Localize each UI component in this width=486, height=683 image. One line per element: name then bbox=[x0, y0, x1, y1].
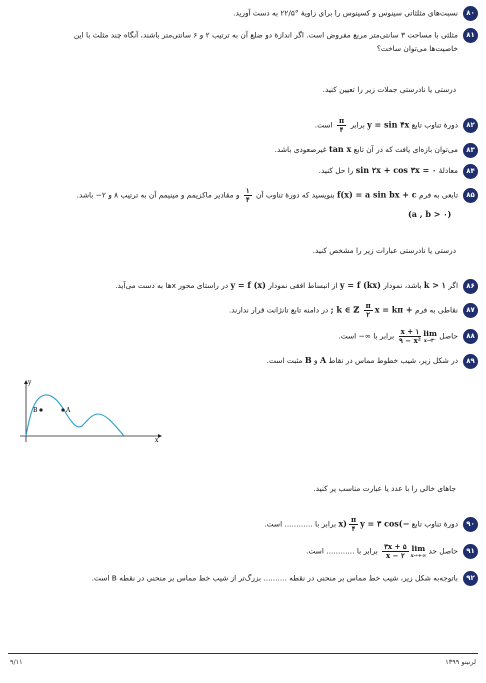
denominator: ۴ bbox=[339, 125, 344, 134]
math-expression: tan x bbox=[329, 144, 352, 154]
fraction bbox=[364, 302, 373, 319]
point-b-label: B bbox=[33, 407, 38, 414]
numerator: π bbox=[350, 515, 357, 524]
question-number: ۸۹ bbox=[463, 354, 478, 369]
question-text: معادلهٔ bbox=[438, 166, 458, 175]
question-text: حاصل bbox=[439, 331, 458, 341]
question-text: را حل کنید. bbox=[318, 166, 354, 175]
question-number: ۸۵ bbox=[463, 188, 478, 203]
denominator: x − ۲ bbox=[386, 551, 405, 560]
question-number: ۸۸ bbox=[463, 329, 478, 344]
question-number: ۸۲ bbox=[463, 118, 478, 133]
math-expression: x = kπ + bbox=[374, 304, 413, 315]
x-axis-label: x bbox=[155, 437, 159, 444]
question-text: مثبت است. bbox=[266, 356, 303, 365]
question-text: تابعی به فرم bbox=[419, 190, 458, 200]
question-number: ۹۲ bbox=[463, 571, 478, 586]
limit-expression bbox=[411, 545, 427, 559]
numerator: ۳x + ۵ bbox=[384, 542, 407, 551]
question-84 bbox=[319, 163, 478, 179]
denominator: ۹ − x² bbox=[399, 336, 421, 345]
question-88 bbox=[338, 328, 478, 345]
math-expression: x) bbox=[338, 518, 347, 529]
question-text: از انبساط افقی نمودار bbox=[268, 281, 338, 290]
math-expression: y = sin ۴x bbox=[367, 119, 410, 130]
math-expression: y = f (x) bbox=[230, 280, 266, 290]
math-expression: B bbox=[304, 355, 312, 365]
question-text: اگر bbox=[448, 281, 458, 290]
question-text: در شکل زیر، شیب خطوط مماس در نقاط bbox=[328, 356, 458, 365]
question-number: ۸۰ bbox=[463, 6, 478, 21]
question-text: نسبت‌های مثلثاتی سینوس و کسینوس را برای زاویهٔ °۲۲/۵ به دست آورید. bbox=[233, 8, 458, 18]
question-number: ۹۱ bbox=[463, 544, 478, 559]
math-expression: sin ۲x + cos ۳x = ۰ bbox=[355, 165, 437, 175]
fraction bbox=[349, 516, 358, 533]
question-82 bbox=[315, 117, 478, 134]
question-87 bbox=[229, 302, 478, 319]
section-heading-true-false-2: درستی یا نادرستی عبارات زیر را مشخص کنید. bbox=[312, 246, 456, 255]
condition-expression: (a , b > ۰) bbox=[408, 209, 452, 219]
fraction bbox=[382, 543, 408, 560]
question-text: برابر با ............ است. bbox=[306, 546, 378, 556]
question-number: ۸۴ bbox=[463, 164, 478, 179]
question-text: است. bbox=[314, 120, 333, 130]
question-number: ۸۷ bbox=[463, 303, 478, 318]
question-text: برابر با ∞− است. bbox=[338, 331, 395, 341]
question-text: می‌توان بازه‌ای یافت که در آن تابع bbox=[353, 145, 458, 154]
footer-page-number: ۹/۱۱ bbox=[10, 658, 23, 666]
question-number: ۸۶ bbox=[463, 279, 478, 294]
question-80 bbox=[233, 6, 478, 21]
math-expression: y = ۳ cos(− bbox=[360, 518, 410, 529]
question-text: دورهٔ تناوب تابع bbox=[411, 519, 458, 529]
question-83 bbox=[275, 142, 478, 158]
denominator: ۴ bbox=[351, 524, 356, 533]
point-a bbox=[61, 408, 64, 411]
question-number: ۸۱ bbox=[463, 28, 478, 43]
fraction bbox=[399, 328, 422, 345]
question-text: دورهٔ تناوب تابع bbox=[411, 120, 458, 130]
question-text-line1: مثلثی با مساحت ۳ سانتی‌متر مربع مفروض است. اگر اندازهٔ دو ضلع آن به ترتیب ۲ و ۶ سانتی‌متر باشند، آنگاه چند مثلث با این bbox=[73, 30, 458, 40]
question-number: ۹۰ bbox=[463, 517, 478, 532]
numerator: π bbox=[338, 116, 345, 125]
denominator: ۴ bbox=[245, 195, 250, 204]
question-text: بنویسید که دورهٔ تناوب آن bbox=[256, 190, 335, 200]
lim-word: lim bbox=[411, 543, 426, 553]
question-89 bbox=[267, 353, 478, 369]
x-axis-arrow bbox=[158, 434, 162, 438]
question-91 bbox=[306, 543, 478, 560]
question-81 bbox=[6, 28, 478, 43]
footer-divider bbox=[8, 653, 478, 654]
question-text: برابر bbox=[350, 120, 365, 130]
question-text: و مقادیر ماکزیمم و مینیمم آن به ترتیب ۸ و ۲− باشد. bbox=[76, 190, 240, 200]
question-text: نقاطی به فرم bbox=[415, 305, 458, 315]
question-81-line2 bbox=[377, 42, 458, 56]
question-text: حاصل حد bbox=[428, 546, 458, 556]
section-heading-true-false-1: درستی یا نادرستی جملات زیر را تعیین کنید. bbox=[322, 85, 456, 94]
question-90 bbox=[264, 516, 478, 533]
math-expression: ; k ∈ ℤ bbox=[330, 304, 360, 315]
lim-subscript: x→+∞ bbox=[410, 552, 427, 559]
question-text: باشد، نمودار bbox=[383, 281, 422, 290]
math-expression: k > ۱ bbox=[423, 280, 446, 290]
question-92 bbox=[92, 571, 478, 586]
question-text: باتوجه‌به شکل زیر، شیب خط مماس بر منحنی در نقطه .......... بزرگ‌تر از شیب خط مماس بر منحنی در نقطه B است. bbox=[91, 573, 458, 583]
math-expression: y = f (kx) bbox=[339, 280, 381, 290]
question-text: برابر با ............ است. bbox=[264, 519, 337, 529]
fraction bbox=[337, 117, 346, 134]
question-text-line2: خاصیت‌ها می‌توان ساخت؟ bbox=[376, 44, 458, 53]
section-heading-fill-blank: جاهای خالی را با عدد یا عبارت مناسب پر کنید. bbox=[313, 484, 456, 493]
limit-expression bbox=[423, 330, 437, 344]
function-graph bbox=[18, 372, 168, 444]
numerator: ۱ bbox=[245, 186, 250, 195]
point-a-label: A bbox=[66, 407, 71, 414]
question-number: ۸۳ bbox=[463, 143, 478, 158]
lim-word: lim bbox=[423, 328, 437, 338]
question-text: غیرصعودی باشد. bbox=[274, 145, 327, 154]
question-86 bbox=[115, 278, 478, 294]
footer-publisher: لرنینو ۱۳۹۹ bbox=[445, 658, 476, 666]
fraction bbox=[244, 187, 252, 204]
lim-subscript: x→۳⁻ bbox=[423, 337, 437, 344]
question-text: در راستای محور xها به دست می‌آید. bbox=[115, 281, 229, 290]
math-expression: A bbox=[319, 355, 327, 365]
question-text: در دامنه تابع تانژانت قرار ندارند. bbox=[228, 305, 329, 315]
function-curve bbox=[26, 395, 124, 436]
y-axis-label: y bbox=[28, 379, 32, 386]
question-85 bbox=[77, 187, 478, 204]
point-b bbox=[39, 408, 42, 411]
denominator: ۲ bbox=[366, 310, 371, 319]
numerator: x + ۱ bbox=[400, 327, 420, 336]
question-text: و bbox=[314, 356, 318, 365]
numerator: π bbox=[365, 301, 371, 310]
math-expression: f(x) = a sin bx + c bbox=[336, 189, 417, 200]
